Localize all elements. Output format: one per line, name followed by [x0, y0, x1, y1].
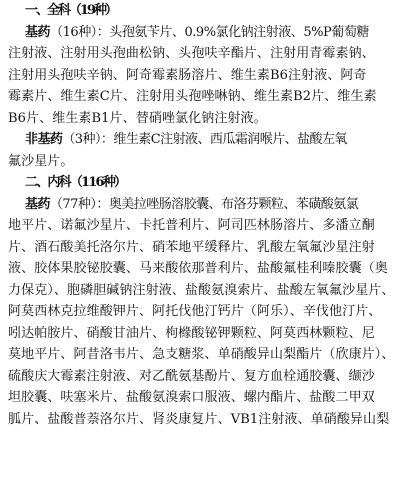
text-line: 莫地平片、阿昔洛韦片、急支糖浆、单硝酸异山梨酯片（欣康片）、: [8, 347, 395, 362]
line-text: （3种）：维生素C注射液、西瓜霜润喉片、盐酸左氧: [62, 132, 347, 147]
text-line: 地平片、诺氟沙星片、卡托普利片、阿司匹林肠溶片、多潘立酮: [8, 218, 375, 233]
section-heading-internal: 二、内科（116种）: [25, 175, 126, 190]
text-line: 氟沙星片。: [8, 153, 74, 169]
text-line: [8, 129, 408, 151]
section-heading-general: 一、全科（19种）: [25, 3, 116, 18]
text-line: 注射用头孢呋辛钠、阿奇霉素肠溶片、维生素B6注射液、阿奇: [8, 67, 367, 83]
line-text: （16种）：头孢氨苄片、0.9%氯化钠注射液、5%P葡萄糖: [50, 24, 369, 40]
text-line: 注射液、注射用头孢曲松钠、头孢呋辛酯片、注射用青霉素钠、: [8, 46, 375, 61]
text-line: [8, 22, 408, 44]
line-text: （77种）：奥美拉唑肠溶胶囊、布洛芬颗粒、苯磺酸氨氯: [49, 196, 359, 212]
bold-label: 非基药: [25, 132, 63, 147]
text-line: 霉素片、维生素C片、注射用头孢唑啉钠、维生素B2片、维生素: [8, 89, 377, 104]
text-line: 硫酸庆大霉素注射液、对乙酰氨基酚片、复方血栓通胶囊、缬沙: [8, 368, 375, 384]
text-line: 吲达帕胺片、硝酸甘油片、枸橼酸铋钾颗粒、阿莫西林颗粒、尼: [8, 325, 375, 341]
text-line: B6片、维生素B1片、替硝唑氯化钠注射液。: [8, 110, 267, 126]
text-line: 液、胶体果胶铋胶囊、马来酸依那普利片、盐酸氟桂利嗪胶囊（奥: [8, 261, 388, 276]
bold-label: 基药: [25, 24, 51, 40]
text-line: 片、酒石酸美托洛尔片、硝苯地平缓释片、乳酸左氧氟沙星注射: [8, 239, 375, 255]
text-line: [8, 194, 408, 216]
bold-label: 基药: [25, 196, 50, 212]
text-line: 力保克）、胞磷胆碱钠注射液、盐酸氨溴索片、盐酸左氧氟沙星片、: [8, 282, 395, 298]
text-line: 坦胶囊、呋塞米片、盐酸氨溴索口服液、螺内酯片、盐酸二甲双: [8, 390, 375, 405]
text-line: 胍片、盐酸普萘洛尔片、肾炎康复片、VB1注射液、单硝酸异山梨: [8, 411, 390, 427]
text-line: 阿莫西林克拉维酸钾片、阿托伐他汀钙片（阿乐）、辛伐他汀片、: [8, 304, 382, 319]
